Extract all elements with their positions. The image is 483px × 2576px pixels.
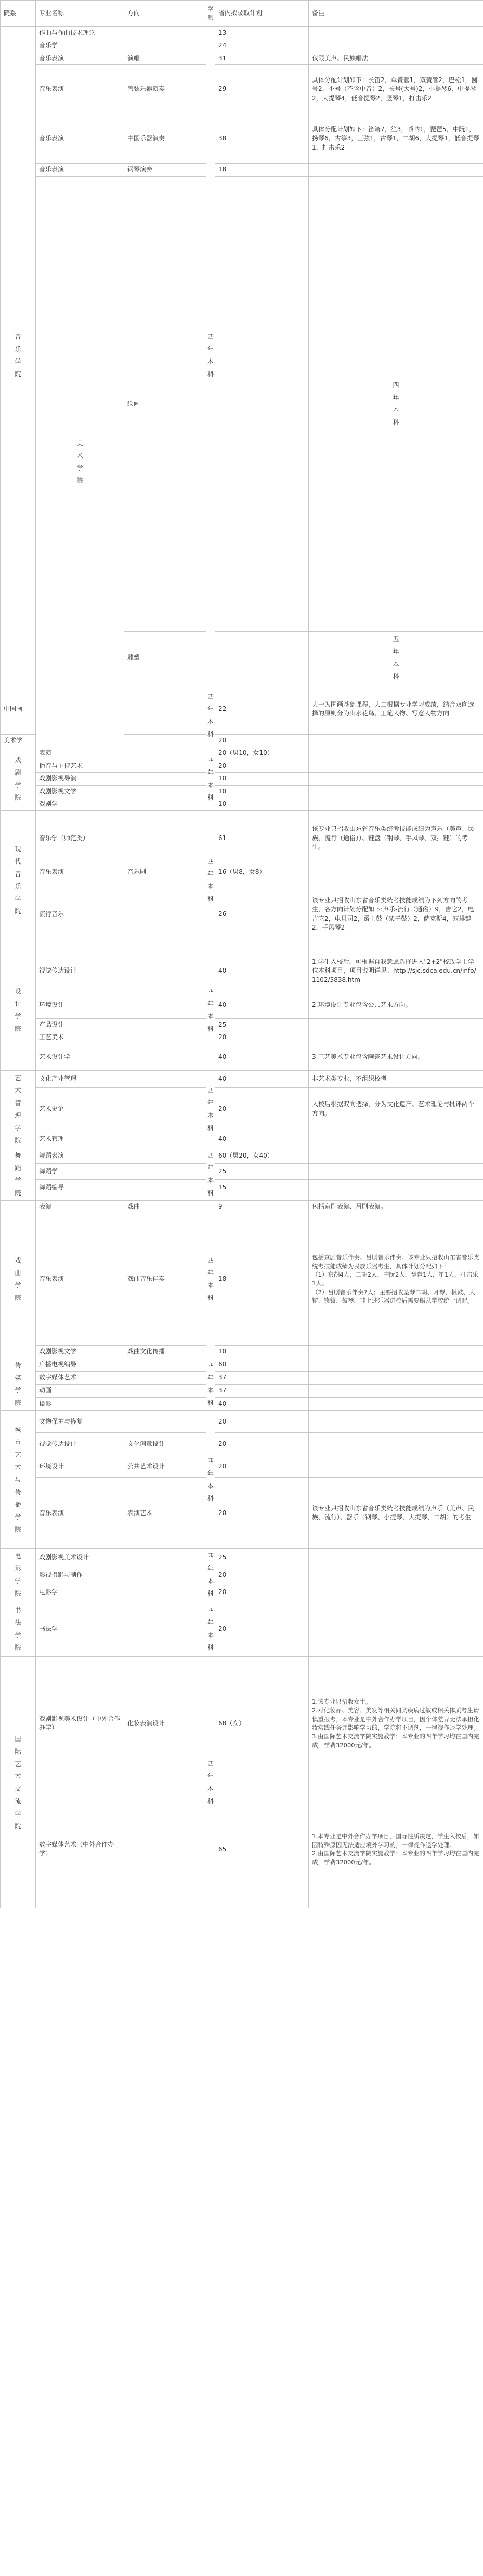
vertical-text: 戏剧学院 [15, 756, 21, 801]
table-row [1, 811, 483, 866]
table-cell [309, 735, 483, 747]
vertical-text: 四年本科 [207, 858, 214, 903]
table-cell [1, 27, 36, 684]
table-row [1, 1790, 483, 1908]
table-cell: 广播电视编导 [36, 1358, 124, 1371]
vertical-text: 传媒学院 [15, 1362, 21, 1407]
table-cell [1, 1601, 36, 1657]
table-row [1, 1044, 483, 1070]
table-cell: 流行音乐 [36, 879, 124, 950]
table-cell: 工艺美术 [36, 1031, 124, 1044]
table-cell: 艺术史论 [36, 1087, 124, 1131]
table-cell: 播音与主持艺术 [36, 760, 124, 772]
vertical-text: 四年本科 [207, 1257, 214, 1302]
vertical-text: 城市艺术与传播学院 [15, 1426, 21, 1533]
table-cell: 艺术管理 [36, 1131, 124, 1148]
table-cell [309, 1180, 483, 1196]
table-cell: 公共艺术设计 [124, 1455, 206, 1478]
table-cell: 40 [215, 1044, 309, 1070]
table-cell: 18 [215, 164, 309, 176]
header-duration: 学制 [206, 1, 215, 27]
table-cell [124, 1584, 206, 1601]
table-cell: 1.本专业是中外合作办学项目，国际性质决定，学生入校后，如因特殊原因无法适应境外学习的，一律视作退学处理。 2.由国际艺术交流学院实施教学：本专业的四年学习均在国内完成，学费32000元/年。 [309, 1790, 483, 1908]
table-cell [309, 164, 483, 176]
header-college: 院系 [1, 1, 36, 27]
table-cell: 29 [215, 65, 309, 114]
table-cell [309, 1601, 483, 1657]
table-cell: 钢琴演奏 [124, 164, 206, 176]
table-cell: 戏剧影视文学 [36, 785, 124, 798]
header-direction: 方向 [124, 1, 206, 27]
table-cell: 20 [215, 735, 309, 747]
table-cell [309, 1411, 483, 1433]
table-row [1, 1196, 483, 1200]
table-row [1, 773, 483, 785]
table-cell [309, 1455, 483, 1478]
table-cell [206, 950, 215, 1070]
table-cell: 40 [215, 1070, 309, 1087]
table-row [1, 866, 483, 879]
table-cell: 20 [215, 1584, 309, 1601]
table-row [1, 1346, 483, 1358]
table-cell: 音乐学 [36, 39, 124, 52]
table-cell: 68（女） [215, 1657, 309, 1790]
table-cell: 13 [215, 27, 309, 39]
table-cell: 表演艺术 [124, 1478, 206, 1549]
table-cell: 戏曲音乐伴奏 [124, 1213, 206, 1346]
table-cell: 音乐表演 [36, 114, 124, 164]
table-cell: 作曲与作曲技术理论 [36, 27, 124, 39]
table-row [1, 1398, 483, 1411]
table-header-row [1, 1, 483, 27]
vertical-text: 四年本科 [207, 1760, 214, 1805]
table-cell: 音乐表演 [36, 65, 124, 114]
table-cell [1, 950, 36, 1070]
table-cell: 10 [215, 1346, 309, 1358]
table-cell: 40 [215, 950, 309, 992]
table-cell [206, 684, 215, 747]
table-cell [124, 39, 206, 52]
table-cell [1, 747, 36, 811]
vertical-text: 五年本科 [393, 635, 399, 681]
table-cell [309, 1031, 483, 1044]
table-cell: 16（男8，女8） [215, 866, 309, 879]
table-cell: 音乐表演 [36, 164, 124, 176]
table-row [1, 1584, 483, 1601]
table-row [1, 114, 483, 164]
table-cell: 包括京剧音乐伴奏、吕剧音乐伴奏。该专业只招收山东省音乐类统考技能成绩为民族乐器考生，具体计划分配如下： （1）京胡4人，二胡2人，中阮2人，琵琶1人，笙1人，打击乐1人。 （2）吕剧音乐伴奏7人；主要招收坠琴二胡、月琴、板鼓、大锣、铙钹、鼓琴，非上述乐器进校后需要服从学校统一调配。 [309, 1213, 483, 1346]
table-cell [215, 1196, 309, 1200]
table-cell: 戏曲文化传播 [124, 1346, 206, 1358]
table-cell [206, 1549, 215, 1601]
vertical-text: 四年本科 [207, 1457, 214, 1502]
table-row [1, 1384, 483, 1397]
table-cell: 60（男20，女40） [215, 1148, 309, 1164]
table-cell: 具体分配计划如下：笛箫7，笙3，唢呐1，琵琶5，中阮1，扬琴6，古筝3，三弦1，古琴1，二胡6，大提琴1，低音提琴1，打击乐2 [309, 114, 483, 164]
table-cell [124, 1044, 206, 1070]
table-cell: 20 [215, 1087, 309, 1131]
table-cell [124, 760, 206, 772]
table-cell: 2.环境设计专业包含公共艺术方向。 [309, 992, 483, 1018]
table-cell [124, 1087, 206, 1131]
table-cell: 22 [215, 684, 309, 735]
vertical-text: 四年本科 [207, 1086, 214, 1132]
table-cell: 38 [215, 114, 309, 164]
table-cell [124, 27, 206, 39]
table-cell: 该专业只招收山东省音乐类统考技能成绩为声乐（美声、民族、流行）、器乐（钢琴、小提琴、大提琴、二胡）的考生 [309, 1478, 483, 1549]
table-cell: 31 [215, 52, 309, 64]
table-row [1, 1657, 483, 1790]
table-cell [309, 866, 483, 879]
table-cell [206, 1657, 215, 1908]
table-cell [124, 1398, 206, 1411]
table-cell: 戏剧影视文学 [36, 1346, 124, 1358]
table-cell [124, 1148, 206, 1164]
table-cell: 20 [215, 1411, 309, 1433]
vertical-text: 艺术管理学院 [15, 1074, 21, 1144]
table-row [1, 747, 483, 760]
table-cell [124, 1164, 206, 1180]
table-row [1, 1478, 483, 1549]
table-cell: 37 [215, 1384, 309, 1397]
table-cell [206, 1200, 215, 1358]
table-cell: 24 [215, 39, 309, 52]
table-row [1, 1213, 483, 1346]
table-cell: 音乐表演 [36, 52, 124, 64]
table-row [1, 879, 483, 950]
table-cell [309, 1371, 483, 1384]
table-cell [124, 992, 206, 1018]
table-cell: 60 [215, 1358, 309, 1371]
table-cell: 数字媒体艺术（中外合作办学） [36, 1790, 124, 1908]
table-cell [124, 1070, 206, 1087]
table-row [1, 1566, 483, 1584]
table-cell [309, 760, 483, 772]
table-cell [309, 1584, 483, 1601]
table-row [1, 1148, 483, 1164]
table-cell: 40 [215, 1131, 309, 1148]
table-row [1, 992, 483, 1018]
table-cell: 戏剧学 [36, 798, 124, 811]
vertical-text: 设计学院 [15, 988, 21, 1033]
table-cell [36, 1196, 124, 1200]
table-cell [309, 1433, 483, 1455]
table-cell: 具体分配计划如下：长笛2，单簧管1，双簧管2，巴松1，圆号2，小号（不含中音）2，长号(大号)2，小提琴6，中提琴2，大提琴4，低音提琴2，竖琴1，打击乐2 [309, 65, 483, 114]
table-row [1, 1549, 483, 1566]
table-cell: 61 [215, 811, 309, 866]
table-cell [309, 747, 483, 760]
table-cell [309, 632, 483, 684]
table-cell [124, 1411, 206, 1433]
table-row [1, 1358, 483, 1371]
table-cell: 中国乐器演奏 [124, 114, 206, 164]
table-cell [124, 1384, 206, 1397]
table-cell [206, 1601, 215, 1657]
table-cell: 20 [215, 1433, 309, 1455]
table-cell: 动画 [36, 1384, 124, 1397]
table-cell [1, 1411, 36, 1549]
table-cell: 25 [215, 1164, 309, 1180]
table-cell [124, 1601, 206, 1657]
table-cell [124, 785, 206, 798]
table-cell [206, 811, 215, 950]
table-cell [1, 811, 36, 950]
table-cell [309, 1164, 483, 1180]
table-cell [124, 879, 206, 950]
table-row [1, 1601, 483, 1657]
table-cell: 戏剧影视导演 [36, 773, 124, 785]
table-cell: 文化产业管理 [36, 1070, 124, 1087]
vertical-text: 电影学院 [15, 1552, 21, 1598]
table-cell: 演唱 [124, 52, 206, 64]
table-cell: 摄影 [36, 1398, 124, 1411]
table-row [1, 1200, 483, 1213]
table-cell: 文化创意设计 [124, 1433, 206, 1455]
table-cell [124, 1358, 206, 1371]
table-cell: 15 [215, 1180, 309, 1196]
table-cell [1, 1070, 36, 1148]
table-cell: 10 [215, 785, 309, 798]
table-cell [309, 27, 483, 39]
table-cell [124, 950, 206, 992]
table-row [1, 176, 483, 632]
table-cell: 雕塑 [124, 632, 206, 684]
table-row [1, 39, 483, 52]
vertical-text: 四年本科 [207, 693, 214, 738]
table-cell [309, 798, 483, 811]
table-cell [309, 1384, 483, 1397]
table-cell: 环境设计 [36, 992, 124, 1018]
table-cell [124, 1131, 206, 1148]
header-plan: 省内拟录取计划 [215, 1, 309, 27]
table-cell [1, 1358, 36, 1411]
table-cell: 中国画 [1, 684, 36, 735]
table-cell: 非艺术类专业，不组织校考 [309, 1070, 483, 1087]
table-cell: 化妆表演设计 [124, 1657, 206, 1790]
vertical-text: 美术学院 [76, 439, 83, 484]
table-cell: 20 [215, 1031, 309, 1044]
table-cell: 艺术设计学 [36, 1044, 124, 1070]
table-cell: 音乐剧 [124, 866, 206, 879]
table-cell [124, 1790, 206, 1908]
vertical-text: 现代音乐学院 [15, 845, 21, 915]
table-cell [124, 1180, 206, 1196]
table-cell [309, 785, 483, 798]
table-cell: 视觉传达设计 [36, 1433, 124, 1455]
vertical-text: 四年本科 [207, 1151, 214, 1197]
table-cell [309, 1131, 483, 1148]
vertical-text: 四年本科 [393, 381, 399, 427]
table-cell: 65 [215, 1790, 309, 1908]
table-cell [124, 1031, 206, 1044]
table-cell [1, 1657, 36, 1908]
table-cell: 表演 [36, 1200, 124, 1213]
table-cell: 视觉传达设计 [36, 950, 124, 992]
table-cell: 管弦乐器演奏 [124, 65, 206, 114]
table-cell: 40 [215, 992, 309, 1018]
table-cell: 20 [215, 1455, 309, 1478]
table-cell [124, 811, 206, 866]
table-cell: 音乐表演 [36, 866, 124, 879]
table-row [1, 760, 483, 772]
table-cell: 26 [215, 879, 309, 950]
table-cell: 仅限美声、民族唱法 [309, 52, 483, 64]
table-cell: 20 [215, 1566, 309, 1584]
table-cell [206, 27, 215, 684]
table-cell [124, 735, 206, 747]
table-cell [124, 1371, 206, 1384]
table-cell: 电影学 [36, 1584, 124, 1601]
table-row [1, 1455, 483, 1478]
table-cell: 数字媒体艺术 [36, 1371, 124, 1384]
table-cell: 3.工艺美术专业包含陶瓷艺术设计方向。 [309, 1044, 483, 1070]
table-cell: 25 [215, 1549, 309, 1566]
table-cell: 大一为国画基础课程，大二根据专业学习成绩，结合双向选择的原则分为山水花鸟、工笔人物、写意人物方向 [309, 684, 483, 735]
table-cell: 影视摄影与制作 [36, 1566, 124, 1584]
table-cell: 环境设计 [36, 1455, 124, 1478]
table-cell: 文物保护与修复 [36, 1411, 124, 1433]
table-cell [124, 684, 206, 735]
table-cell: 入校后根据双向选择，分为文化遗产、艺术理论与批评两个方向。 [309, 1087, 483, 1131]
table-cell: 表演 [36, 747, 124, 760]
vertical-text: 四年本科 [207, 1362, 214, 1407]
vertical-text: 戏曲学院 [15, 1257, 21, 1302]
header-major: 专业名称 [36, 1, 124, 27]
table-cell [124, 1566, 206, 1584]
table-cell [206, 1358, 215, 1411]
table-cell: 25 [215, 1018, 309, 1031]
table-cell [215, 176, 309, 632]
table-cell [309, 1549, 483, 1566]
table-cell: 戏剧影视美术设计 [36, 1549, 124, 1566]
table-cell [309, 39, 483, 52]
table-cell: 该专业只招收山东省音乐类统考技能成绩为下列方向的考生，各方向计划分配如下:声乐-流行（通俗）9，吉它2，电吉它2，电贝司2，爵士鼓（架子鼓）2，萨克斯4，双排键2，手风琴2 [309, 879, 483, 950]
table-cell: 包括京剧表演、吕剧表演。 [309, 1200, 483, 1213]
table-cell [206, 747, 215, 811]
table-cell: 戏剧影视美术设计（中外合作办学） [36, 1657, 124, 1790]
table-cell [124, 773, 206, 785]
table-cell [124, 747, 206, 760]
table-row [1, 1371, 483, 1384]
table-cell: 舞蹈表演 [36, 1148, 124, 1164]
table-cell [1, 1148, 36, 1200]
table-cell: 40 [215, 1398, 309, 1411]
vertical-text: 四年本科 [207, 1552, 214, 1598]
table-row [1, 1070, 483, 1087]
table-cell: 9 [215, 1200, 309, 1213]
vertical-text: 四年本科 [207, 988, 214, 1033]
table-cell [309, 1346, 483, 1358]
vertical-text: 舞蹈学院 [15, 1151, 21, 1197]
table-row [1, 950, 483, 992]
table-row [1, 65, 483, 114]
table-cell: 音乐学（师范类） [36, 811, 124, 866]
table-cell: 绘画 [124, 176, 206, 632]
table-cell: 音乐表演 [36, 1213, 124, 1346]
table-cell: 37 [215, 1371, 309, 1384]
table-cell: 戏曲 [124, 1200, 206, 1213]
table-cell: 18 [215, 1213, 309, 1346]
table-cell [124, 1196, 206, 1200]
vertical-text: 音乐学院 [15, 333, 21, 378]
table-row [1, 164, 483, 176]
table-cell [124, 798, 206, 811]
table-row [1, 1131, 483, 1148]
table-cell [124, 1549, 206, 1566]
table-cell [309, 176, 483, 632]
table-row [1, 785, 483, 798]
table-cell: 美术学 [1, 735, 36, 747]
table-cell [1, 1549, 36, 1601]
table-cell [36, 176, 124, 747]
table-row [1, 798, 483, 811]
table-cell: 10 [215, 773, 309, 785]
table-cell: 书法学 [36, 1601, 124, 1657]
table-cell: 20（男10，女10） [215, 747, 309, 760]
table-row [1, 27, 483, 39]
vertical-text: 四年本科 [207, 756, 214, 801]
table-row [1, 1411, 483, 1433]
table-cell: 舞蹈学 [36, 1164, 124, 1180]
table-row [1, 1087, 483, 1131]
table-cell [309, 1566, 483, 1584]
table-cell [309, 1358, 483, 1371]
table-cell: 该专业只招收山东省音乐类统考技能成绩为声乐（美声、民族、流行（通俗））、键盘（钢琴、手风琴、双排键）的考生。 [309, 811, 483, 866]
table-row [1, 1031, 483, 1044]
table-cell [309, 773, 483, 785]
table-cell [206, 1411, 215, 1549]
table-cell [309, 1196, 483, 1200]
table-cell: 20 [215, 1601, 309, 1657]
table-cell [206, 1148, 215, 1200]
table-row [1, 1164, 483, 1180]
vertical-text: 国际艺术交流学院 [15, 1735, 21, 1830]
table-cell: 音乐表演 [36, 1478, 124, 1549]
table-cell [1, 1200, 36, 1358]
table-row [1, 1433, 483, 1455]
table-cell: 舞蹈编导 [36, 1180, 124, 1196]
vertical-text: 四年本科 [207, 1606, 214, 1652]
table-cell: 1.学生入校后，可根据自我意愿选择进入"2+2"校政学士学位本科项目，项目说明详见：http://sjc.sdca.edu.cn/info/1102/3838.htm [309, 950, 483, 992]
table-cell [215, 632, 309, 684]
vertical-text: 四年本科 [207, 333, 214, 378]
table-cell [206, 1070, 215, 1148]
header-remarks: 备注 [309, 1, 483, 27]
table-cell: 20 [215, 1478, 309, 1549]
table-cell: 产品设计 [36, 1018, 124, 1031]
table-cell [309, 1398, 483, 1411]
table-cell [124, 1018, 206, 1031]
table-cell [309, 1018, 483, 1031]
vertical-text: 书法学院 [15, 1606, 21, 1652]
table-row [1, 1180, 483, 1196]
table-cell: 1.该专业只招收女生。 2.对化妆品、美容、美发等相关同类疾病过敏或相关体质考生请慎重报考，本专业是中外合作办学项目，因个体差异无法承担化妆实践任务并影响学习的，学院将不调剂，一律视作退学处理。 3.由国际艺术交流学院实施教学：本专业的四年学习均在国内完成，学费32000元/年。 [309, 1657, 483, 1790]
table-cell: 10 [215, 798, 309, 811]
table-row [1, 52, 483, 64]
table-cell [309, 1148, 483, 1164]
table-row [1, 1018, 483, 1031]
table-cell: 20 [215, 760, 309, 772]
